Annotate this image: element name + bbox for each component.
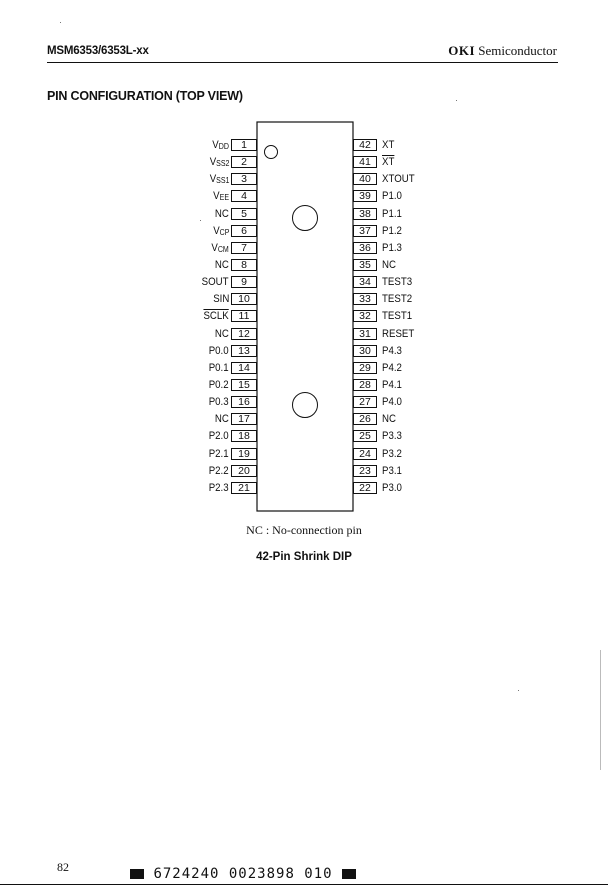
pin-name: XT	[382, 139, 395, 151]
pin-number-17: 17	[231, 413, 257, 425]
pin-number-29: 29	[353, 362, 377, 374]
pin-name: P1.3	[382, 241, 402, 254]
pin-label-4	[213, 190, 229, 204]
pin-number-11: 11	[231, 310, 257, 322]
pin-name: P4.2	[382, 361, 402, 374]
pin-number-8: 8	[231, 259, 257, 271]
pin-label-37	[382, 225, 402, 237]
pin-name: P1.1	[382, 207, 402, 220]
pin-name: V	[212, 139, 219, 151]
pin-name: P2.2	[209, 464, 229, 477]
pin-label-39	[382, 190, 402, 202]
pin-number-12: 12	[231, 328, 257, 340]
pin-label-25	[382, 430, 402, 442]
pin-name: P2.3	[209, 481, 229, 494]
pin-name: NC	[215, 413, 229, 426]
pin-name-subscript: SS2	[215, 159, 229, 169]
pin-name: P3.3	[382, 430, 402, 443]
pin-number-7: 7	[231, 242, 257, 254]
pin-number-33: 33	[353, 293, 377, 305]
pin-name: NC	[215, 258, 229, 271]
pin-name: P2.0	[209, 430, 229, 443]
pin-label-18	[209, 430, 229, 442]
pin-name: NC	[382, 258, 396, 271]
pin-label-32	[382, 310, 412, 322]
header-division: Semiconductor	[478, 43, 557, 58]
package-name: 42-Pin Shrink DIP	[256, 551, 352, 563]
pin-name: $\overline{XT}$	[382, 156, 395, 169]
pin-label-38	[382, 208, 402, 220]
pin-label-17	[215, 413, 229, 425]
pin-label-21	[209, 482, 229, 494]
pin-label-11	[204, 310, 229, 322]
pin-number-19: 19	[231, 448, 257, 460]
pin-label-31	[382, 328, 414, 340]
oki-logo: OKI	[448, 43, 476, 58]
pin-number-21: 21	[231, 482, 257, 494]
pin-number-40: 40	[353, 173, 377, 185]
pin-name: SOUT	[202, 276, 229, 289]
pin-number-15: 15	[231, 379, 257, 391]
pin-name-subscript: CM	[218, 244, 229, 254]
pin-number-16: 16	[231, 396, 257, 408]
pin-label-9	[202, 276, 229, 288]
pin-name: P4.1	[382, 378, 402, 391]
barcode-text: 6724240 0023898 010	[153, 866, 333, 882]
barcode-block-right	[342, 869, 356, 879]
pin-name: P3.1	[382, 464, 402, 477]
pin-label-15	[209, 379, 229, 391]
pin-number-3: 3	[231, 173, 257, 185]
speck	[60, 22, 61, 23]
pin-name: P0.2	[209, 378, 229, 391]
pin-name: P4.3	[382, 344, 402, 357]
pin-label-24	[382, 448, 402, 460]
pin-number-32: 32	[353, 310, 377, 322]
pin-number-30: 30	[353, 345, 377, 357]
speck	[456, 100, 457, 101]
pin-label-22	[382, 482, 402, 494]
pin-name-subscript: SS1	[215, 176, 229, 186]
pin-name: P1.2	[382, 224, 402, 237]
header-part-number: MSM6353/6353L-xx	[47, 45, 149, 57]
bottom-rule	[0, 884, 608, 885]
pin-label-12	[215, 328, 229, 340]
pin-number-42: 42	[353, 139, 377, 151]
pin-label-8	[215, 259, 229, 271]
pin-number-18: 18	[231, 430, 257, 442]
pin-name: P0.3	[209, 396, 229, 409]
pin-label-29	[382, 362, 402, 374]
pin-name: P4.0	[382, 396, 402, 409]
pin-name: SCLK	[203, 310, 229, 323]
pin-label-3	[209, 173, 229, 187]
pin-number-27: 27	[353, 396, 377, 408]
pin-label-40	[382, 173, 415, 185]
pin-number-25: 25	[353, 430, 377, 442]
pin-label-41	[382, 156, 394, 168]
pin-label-26	[382, 413, 396, 425]
pin-number-34: 34	[353, 276, 377, 288]
pin-number-20: 20	[231, 465, 257, 477]
pin-number-38: 38	[353, 208, 377, 220]
pin-number-36: 36	[353, 242, 377, 254]
pin-label-16	[209, 396, 229, 408]
barcode	[130, 866, 356, 882]
pin-name: TEST2	[382, 293, 413, 306]
pin-label-27	[382, 396, 402, 408]
pin-name: P3.0	[382, 481, 402, 494]
section-title: PIN CONFIGURATION (TOP VIEW)	[47, 89, 243, 103]
pin-label-35	[382, 259, 396, 271]
pin-number-35: 35	[353, 259, 377, 271]
pin-label-2	[209, 156, 229, 170]
pin-name: NC	[215, 207, 229, 220]
pin-label-28	[382, 379, 402, 391]
pin-number-2: 2	[231, 156, 257, 168]
pin-name: RESET	[382, 327, 415, 340]
pin-name: P0.0	[209, 344, 229, 357]
pin-label-1	[212, 139, 229, 153]
pin-label-5	[215, 208, 229, 220]
pin-name: V	[211, 241, 219, 254]
pin-label-13	[209, 345, 229, 357]
pin-label-36	[382, 242, 402, 254]
scan-line	[600, 650, 601, 770]
pin-number-23: 23	[353, 465, 377, 477]
nc-note: NC : No-connection pin	[246, 523, 362, 537]
pin-number-1: 1	[231, 139, 257, 151]
pin-name: TEST3	[382, 276, 413, 289]
pin-label-30	[382, 345, 402, 357]
pin-label-20	[209, 465, 229, 477]
pin-name-subscript: CP	[219, 227, 229, 237]
pin-name: V	[209, 173, 216, 186]
pin-number-24: 24	[353, 448, 377, 460]
page-number: 82	[57, 860, 69, 874]
pin-name: P0.1	[209, 361, 229, 374]
speck	[518, 690, 519, 691]
pin-name: V	[209, 156, 216, 169]
pin-label-19	[209, 448, 229, 460]
pin-name: V	[212, 224, 220, 237]
pin-name: V	[213, 190, 220, 203]
mold-mark-bottom	[293, 393, 318, 418]
pin1-marker	[265, 146, 278, 159]
pin-label-7	[212, 242, 229, 256]
pin-name: P2.1	[209, 447, 229, 460]
pin-name-subscript: EE	[219, 193, 229, 203]
pin-name: NC	[215, 327, 229, 340]
pin-number-13: 13	[231, 345, 257, 357]
pin-name: P1.0	[382, 190, 402, 203]
mold-mark-top	[293, 206, 318, 231]
pin-name: TEST1	[382, 310, 413, 323]
speck	[200, 220, 201, 221]
pin-number-39: 39	[353, 190, 377, 202]
pin-label-34	[382, 276, 412, 288]
pin-number-4: 4	[231, 190, 257, 202]
pin-name: P3.2	[382, 447, 402, 460]
barcode-block-left	[130, 869, 144, 879]
pin-number-10: 10	[231, 293, 257, 305]
pin-name: XTOUT	[382, 173, 415, 186]
pin-label-14	[209, 362, 229, 374]
pin-number-26: 26	[353, 413, 377, 425]
chip-body	[257, 122, 353, 511]
pin-name: NC	[382, 413, 396, 426]
pin-label-6	[213, 225, 229, 239]
pin-number-14: 14	[231, 362, 257, 374]
pin-number-9: 9	[231, 276, 257, 288]
pin-number-22: 22	[353, 482, 377, 494]
pin-label-23	[382, 465, 402, 477]
pin-name-subscript: DD	[218, 142, 229, 151]
pin-number-6: 6	[231, 225, 257, 237]
pin-label-33	[382, 293, 412, 305]
pin-name: SIN	[212, 293, 229, 306]
pin-number-28: 28	[353, 379, 377, 391]
pin-label-42	[382, 139, 394, 151]
pin-number-41: 41	[353, 156, 377, 168]
pin-number-5: 5	[231, 208, 257, 220]
pin-label-10	[213, 293, 229, 305]
pin-number-37: 37	[353, 225, 377, 237]
pin-number-31: 31	[353, 328, 377, 340]
